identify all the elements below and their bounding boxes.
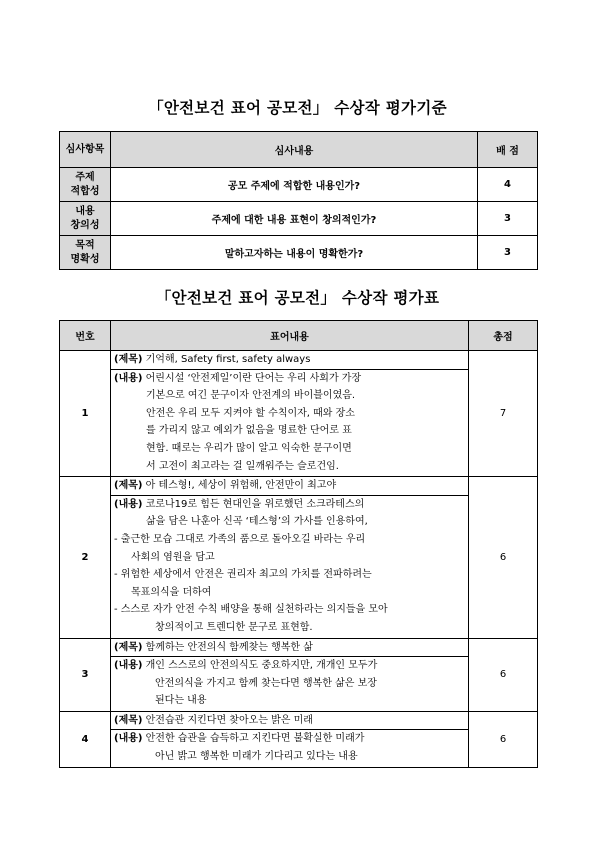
criteria-content: 공모 주제에 적합한 내용인가? xyxy=(111,168,478,202)
criteria-label xyxy=(60,236,111,270)
entry-body-line: (내용) 코로나19로 힘든 현대인을 위로했던 소크라테스의 xyxy=(114,498,365,510)
entry-body-line: - 스스로 자가 안전 수칙 배양을 통해 실천하라는 의지들을 모아 xyxy=(114,604,388,616)
scores-header-row xyxy=(60,321,538,351)
title-tag: (제목) xyxy=(114,714,143,726)
criteria-header-content: 심사내용 xyxy=(111,132,478,168)
entry-total: 7 xyxy=(469,351,538,477)
scores-header-no: 번호 xyxy=(60,321,111,351)
criteria-label xyxy=(60,202,111,236)
entry-body-line: 를 가리지 않고 예외가 없음을 명료한 단어로 표 xyxy=(146,425,352,437)
entry-title-line xyxy=(114,351,465,369)
entry-body-line: 목표의식을 더하여 xyxy=(131,586,212,598)
criteria-header-item: 심사항목 xyxy=(60,132,111,168)
entry-body-line: (내용) 안전한 습관을 습득하고 지킨다면 불확실한 미래가 xyxy=(114,733,365,745)
entry-number: 1 xyxy=(60,351,111,477)
entry-content xyxy=(111,351,469,477)
entry-body-line: 아닌 밝고 행복한 미래가 기다리고 있다는 내용 xyxy=(155,751,358,763)
entry-body-line: 현함. 때로는 우리가 많이 알고 익숙한 문구이면 xyxy=(146,442,352,454)
criteria-title: 「안전보건 표어 공모전」 수상작 평가기준 xyxy=(148,99,447,117)
criteria-label-line2: 적합성 xyxy=(70,185,100,197)
score-entry-row xyxy=(60,638,538,711)
criteria-row xyxy=(60,236,538,270)
entry-body-line: (내용) 어린시설 ‘안전제일’이란 단어는 우리 사회가 가장 xyxy=(114,372,362,384)
criteria-points: 4 xyxy=(478,168,538,202)
criteria-row xyxy=(60,168,538,202)
criteria-row xyxy=(60,202,538,236)
scores-header-content: 표어내용 xyxy=(111,321,469,351)
entry-number: 4 xyxy=(60,711,111,767)
criteria-label-line2: 창의성 xyxy=(70,219,100,231)
criteria-points: 3 xyxy=(478,236,538,270)
entry-number: 3 xyxy=(60,638,111,711)
entry-title-line xyxy=(114,712,465,730)
entry-content xyxy=(111,711,469,767)
content-tag: (내용) xyxy=(114,733,143,745)
entry-body-line: 안전은 우리 모두 지켜야 할 수칙이자, 때와 장소 xyxy=(146,407,355,419)
scores-title: 「안전보건 표어 공모전」 수상작 평가표 xyxy=(155,289,440,307)
criteria-points: 3 xyxy=(478,202,538,236)
entry-title: 아 테스형!, 세상이 위험해, 안전만이 최고야 xyxy=(142,480,337,492)
entry-body-line: 서 고전이 최고라는 걸 일깨워주는 슬로건임. xyxy=(146,460,339,472)
score-entry-row xyxy=(60,351,538,477)
entry-title-line xyxy=(114,639,465,657)
criteria-content: 주제에 대한 내용 표현이 창의적인가? xyxy=(111,202,478,236)
criteria-label-line1: 목적 xyxy=(75,239,95,251)
entry-total: 6 xyxy=(469,711,538,767)
entry-body-line: (내용) 개인 스스로의 안전의식도 중요하지만, 개개인 모두가 xyxy=(114,660,378,672)
criteria-content: 말하고자하는 내용이 명확한가? xyxy=(111,236,478,270)
criteria-label-line1: 주제 xyxy=(75,171,95,183)
content-tag: (내용) xyxy=(114,660,143,672)
entry-title-line xyxy=(114,477,465,495)
scores-header-total: 총점 xyxy=(469,321,538,351)
scores-table xyxy=(59,320,538,768)
criteria-table xyxy=(59,131,538,270)
entry-number: 2 xyxy=(60,477,111,638)
entry-total: 6 xyxy=(469,477,538,638)
title-tag: (제목) xyxy=(114,480,143,492)
entry-content xyxy=(111,638,469,711)
entry-content xyxy=(111,477,469,638)
entry-body-line: 삶을 담은 나훈아 신곡 ‘테스형’의 가사를 인용하여, xyxy=(146,516,368,528)
title-tag: (제목) xyxy=(114,641,143,653)
entry-title: 함께하는 안전의식 함께찾는 행복한 삶 xyxy=(142,641,313,653)
content-tag: (내용) xyxy=(114,498,143,510)
content-tag: (내용) xyxy=(114,372,143,384)
criteria-label-line1: 내용 xyxy=(75,205,95,217)
criteria-header-row xyxy=(60,132,538,168)
entry-title: 기억해, Safety first, safety always xyxy=(142,354,311,365)
entry-total: 6 xyxy=(469,638,538,711)
criteria-label-line2: 명확성 xyxy=(70,253,100,265)
entry-body-line: 안전의식을 가지고 함께 찾는다면 행복한 삶은 보장 xyxy=(155,677,377,689)
score-entry-row xyxy=(60,711,538,767)
entry-body-line: - 위험한 세상에서 안전은 권리자 최고의 가치를 전파하려는 xyxy=(114,569,372,581)
entry-title: 안전습관 지킨다면 찾아오는 밝은 미래 xyxy=(142,714,313,726)
entry-body-line: - 출근한 모습 그대로 가족의 품으로 돌아오길 바라는 우리 xyxy=(114,533,366,545)
criteria-label xyxy=(60,168,111,202)
criteria-header-points: 배 점 xyxy=(478,132,538,168)
entry-body-line: 창의적이고 트렌디한 문구로 표현함. xyxy=(155,621,313,633)
title-tag: (제목) xyxy=(114,354,143,365)
entry-body-line: 사회의 염원을 담고 xyxy=(131,551,215,563)
entry-body-line: 된다는 내용 xyxy=(155,695,207,707)
entry-body-line: 기본으로 여긴 문구이자 안전계의 바이블이였음. xyxy=(146,390,356,402)
score-entry-row xyxy=(60,477,538,638)
